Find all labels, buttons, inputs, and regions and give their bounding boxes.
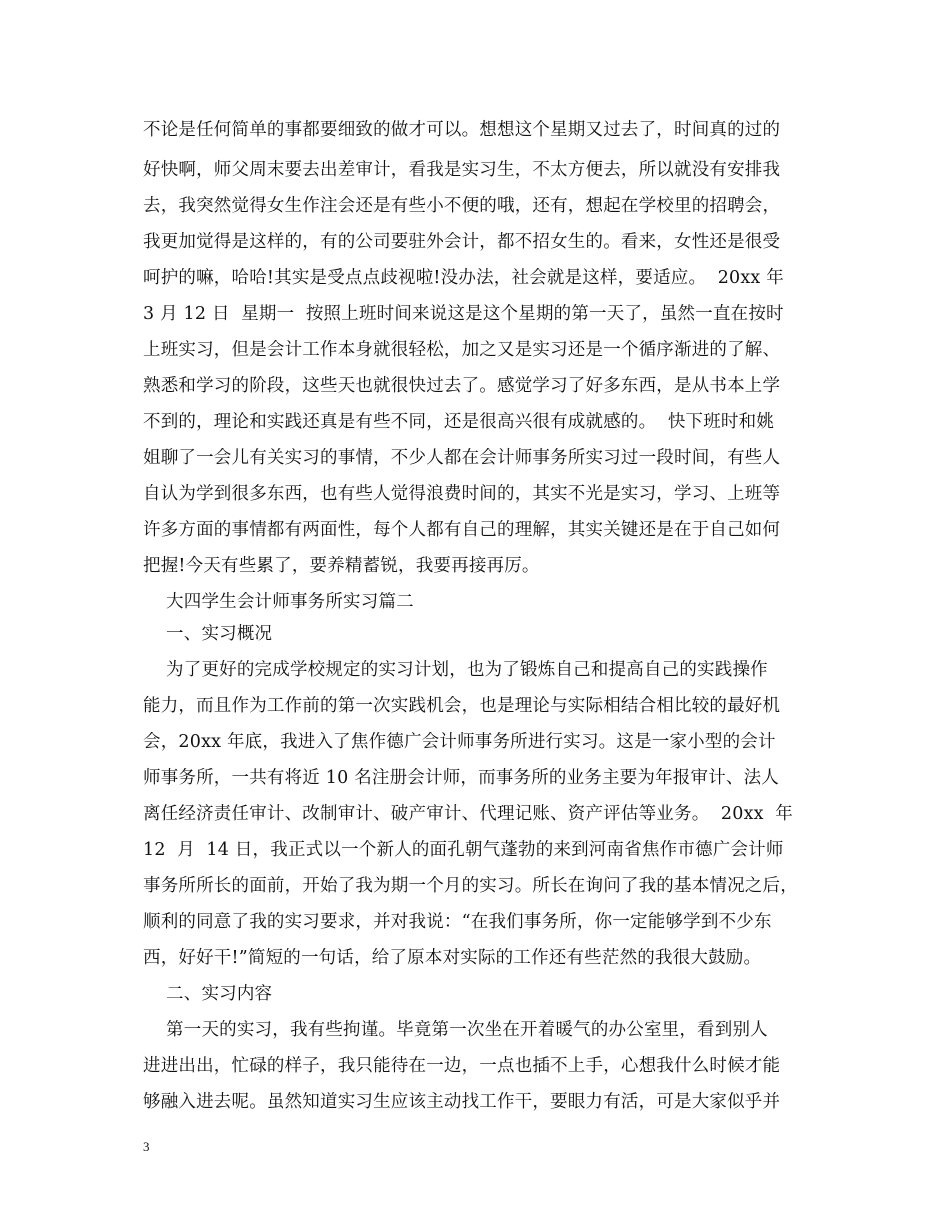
page-number: 3 [143, 1139, 150, 1154]
text-line: 能力，而且作为工作前的第一次实践机会，也是理论与实际相结合相比较的最好机 [143, 696, 781, 716]
text-line: 好快啊，师父周末要去出差审计，看我是实习生，不太方便去，所以就没有安排我 [143, 160, 781, 180]
text-line: 事务所所长的面前，开始了我为期一个月的实习。所长在询问了我的基本情况之后， [143, 876, 798, 896]
text-line: 不论是任何简单的事都要细致的做才可以。想想这个星期又过去了，时间真的过的 [143, 120, 781, 140]
text-line: 西，好好干!”简短的一句话，给了原本对实际的工作还有些茫然的我很大鼓励。 [143, 948, 762, 968]
text-line: 呵护的嘛，哈哈!其实是受点点歧视啦!没办法，社会就是这样，要适应。 20xx 年 [143, 268, 784, 288]
section-heading: 一、实习概况 [143, 624, 273, 644]
text-line: 会，20xx 年底，我进入了焦作德广会计师事务所进行实习。这是一家小型的会计 [143, 732, 776, 752]
text-line: 熟悉和学习的阶段，这些天也就很快过去了。感觉学习了好多东西，是从书本上学 [143, 376, 781, 396]
text-line: 姐聊了一会儿有关实习的事情，不少人都在会计师事务所实习过一段时间，有些人 [143, 448, 781, 468]
text-line: 自认为学到很多东西，也有些人觉得浪费时间的，其实不光是实习，学习、上班等 [143, 484, 781, 504]
text-line: 12 月 14 日，我正式以一个新人的面孔朝气蓬勃的来到河南省焦作市德广会计师 [143, 840, 784, 860]
text-line: 师事务所，一共有将近 10 名注册会计师，而事务所的业务主要为年报审计、法人 [143, 768, 779, 788]
text-line: 许多方面的事情都有两面性，每个人都有自己的理解，其实关键还是在于自己如何 [143, 520, 781, 540]
text-line: 去，我突然觉得女生作注会还是有些小不便的哦，还有，想起在学校里的招聘会， [143, 196, 781, 216]
text-line: 第一天的实习，我有些拘谨。毕竟第一次坐在开着暖气的办公室里，看到别人 [143, 1020, 768, 1040]
section-heading: 二、实习内容 [143, 984, 273, 1004]
text-line: 把握!今天有些累了，要养精蓄锐，我要再接再厉。 [143, 556, 540, 576]
text-line: 离任经济责任审计、改制审计、破产审计、代理记账、资产评估等业务。 20xx 年 [143, 804, 793, 824]
text-line: 我更加觉得是这样的，有的公司要驻外会计，都不招女生的。看来，女性还是很受 [143, 232, 781, 252]
text-line: 进进出出，忙碌的样子，我只能待在一边，一点也插不上手，心想我什么时候才能 [143, 1056, 781, 1076]
text-line: 顺利的同意了我的实习要求，并对我说：“在我们事务所，你一定能够学到不少东 [143, 912, 772, 932]
text-line: 不到的，理论和实践还真是有些不同，还是很高兴很有成就感的。 快下班时和姚 [143, 412, 775, 432]
text-line: 为了更好的完成学校规定的实习计划，也为了锻炼自己和提高自己的实践操作 [143, 660, 768, 680]
text-line: 够融入进去呢。虽然知道实习生应该主动找工作干，要眼力有活，可是大家似乎并 [143, 1092, 781, 1112]
text-line: 上班实习，但是会计工作本身就很轻松，加之又是实习还是一个循序渐进的了解、 [143, 340, 781, 360]
text-line: 3 月 12 日 星期一 按照上班时间来说这是这个星期的第一天了，虽然一直在按时 [143, 304, 784, 324]
section-title: 大四学生会计师事务所实习篇二 [143, 592, 414, 612]
